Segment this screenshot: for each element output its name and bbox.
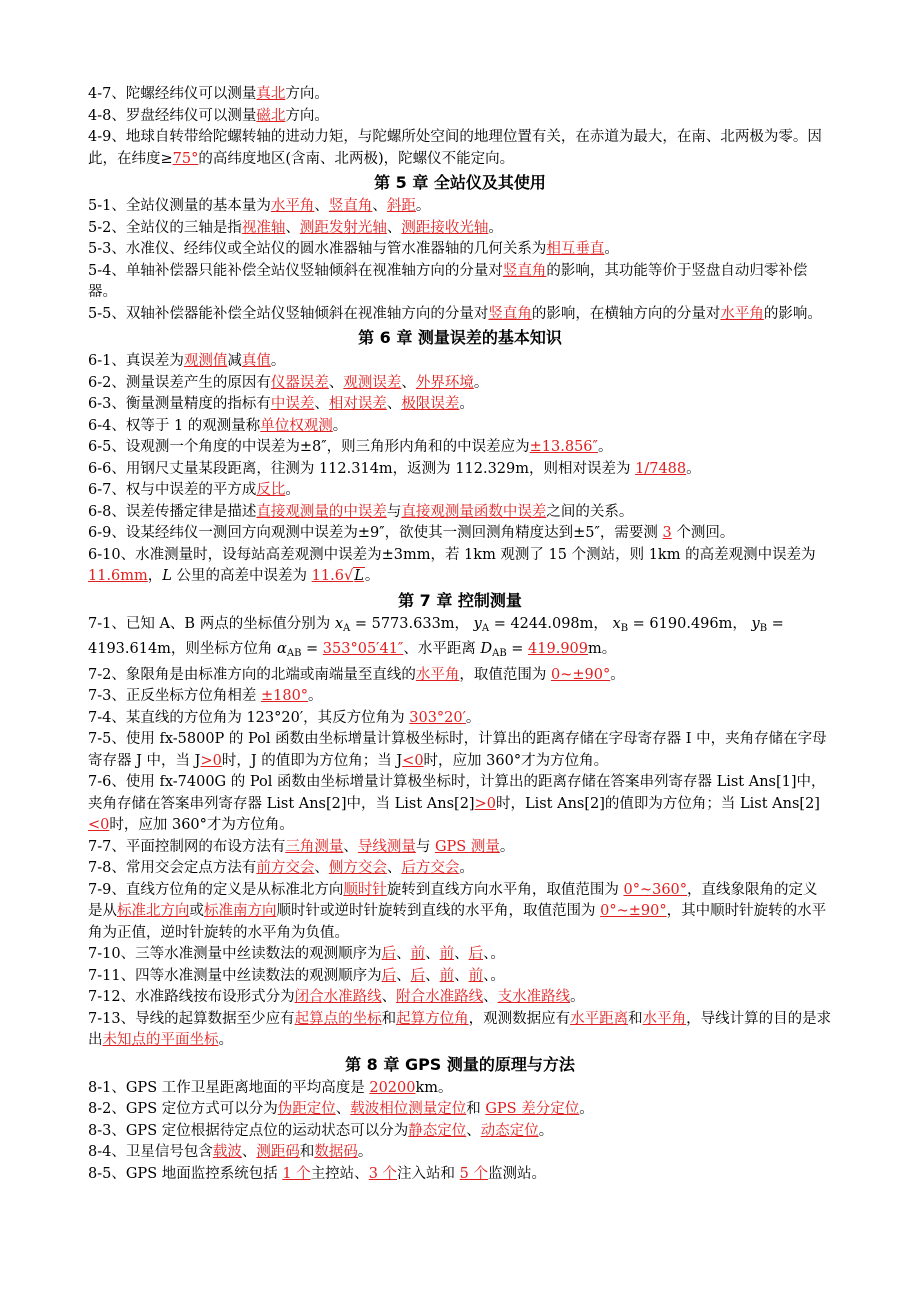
question-text: 。 [218,1032,233,1048]
question-text: 7-11、四等水准测量中丝读数法的观测顺序为 [88,967,382,984]
question-text: 、 [401,374,416,391]
question-text: 公里的高差中误差为 [171,568,312,584]
chapter-heading: 第 5 章 全站仪及其使用 [374,173,546,192]
answer-blank: ±13.856″ [529,439,598,455]
question-text: 的影响，其功能等价于竖盘自动归零补偿器。 [88,262,808,300]
answer-blank: 极限误差 [401,396,460,412]
question-text: 与 [386,503,402,520]
question-text: 、 [386,860,402,876]
question-text: 6-6、用钢尺丈量某段距离，往测为 112.314m，返测为 112.329m，则相对误差为 [88,460,636,477]
question-text: ，其中顺时针旋转的水平角为正值，逆时针旋转的水平角为负值。 [88,903,827,941]
answer-blank: 后方交会 [401,860,460,876]
question-text: 8-1、GPS 工作卫星距离地面的平均高度是 [88,1079,370,1096]
question-text: 和 [299,1144,315,1160]
question-text: 6-1、真误差为 [88,353,184,369]
question-item [88,686,832,708]
question-text: 7-7、平面控制网的布设方法有 [88,838,286,855]
question-text: 7-3、正反坐标方位角相差 [88,688,261,704]
answer-blank: 419.909 [528,641,589,657]
question-text: 4-7、陀螺经纬仪可以测量 [88,86,257,102]
question-text: 6-3、衡量测量精度的指标有 [88,396,271,412]
question-text: 5-3、水准仪、经纬仪或全站仪的圆水准器轴与管水准器轴的几何关系为 [88,241,547,257]
answer-blank: 竖直角 [328,198,373,214]
question-text: 5-1、全站仪测量的基本量为 [88,198,271,214]
question-item [88,523,832,545]
question-item [88,858,832,880]
question-text: 、。 [483,967,505,984]
answer-blank: 3 [662,525,672,541]
question-item [88,1121,832,1143]
question-item [88,772,832,837]
answer-blank: GPS 差分定位 [485,1101,580,1117]
question-text: 。 [459,860,474,876]
answer-blank: 0~±90° [550,666,611,683]
answer-blank: 前 [410,946,426,962]
question-text: 之间的关系。 [546,503,634,520]
question-text: 8-2、GPS 定位方式可以分为 [88,1101,278,1117]
question-text: 、 [483,989,498,1005]
answer-blank: >0 [200,752,222,769]
answer-blank: 视准轴 [241,219,286,236]
question-text: 。 [499,838,515,855]
answer-blank: 仪器误差 [270,374,329,391]
question-item [88,987,832,1009]
question-text: 。 [610,666,625,683]
question-text: 旋转到直线方向水平角，取值范围为 [386,881,624,898]
question-text: 方向。 [285,107,329,124]
question-text: ，观测数据应有 [468,1010,571,1027]
question-item [88,1142,832,1164]
question-text: 的影响。 [763,305,822,322]
answer-blank: 水平距离 [570,1010,629,1027]
answer-blank: <0 [88,817,110,833]
question-text: 。 [285,482,300,498]
question-text: 7-4、某直线的方位角为 123°20′，其反方位角为 [88,709,410,726]
question-text: 。 [538,1122,554,1139]
question-text: = [506,641,529,657]
question-text: 5-5、双轴补偿器能补偿全站仪竖轴倾斜在视准轴方向的分量对 [88,305,489,322]
answer-blank: 三角测量 [285,838,344,855]
question-item [88,127,832,170]
answer-blank: 观测值 [183,353,228,369]
sqrt-radicand: L [354,568,364,584]
answer-blank: 伪距定位 [277,1101,336,1117]
question-text: 和 [381,1010,397,1027]
question-text: 的影响，在横轴方向的分量对 [531,305,721,322]
question-text: 、 [328,374,344,391]
answer-blank: 测距码 [256,1144,300,1160]
question-item [88,351,832,373]
question-text: 、水平距离 [403,641,481,657]
question-item [88,437,832,459]
question-text: 主控站、 [310,1165,369,1182]
answer-blank: 数据码 [314,1144,358,1160]
question-text: 。 [488,219,503,236]
answer-blank: 后 [381,946,397,962]
question-item [88,729,832,772]
question-item [88,218,832,240]
question-text: 。 [270,353,286,369]
question-text: 与 [415,838,435,855]
question-text: 7-5、使用 fx-5800P 的 Pol 函数由坐标增量计算极坐标时，计算出的距离存储在字母寄存器 I 中，夹角存储在字母寄存器 J 中，当 J [88,731,827,769]
answer-sqrt [344,567,365,584]
question-text: 。 [415,198,431,214]
chapter-heading: 第 8 章 GPS 测量的原理与方法 [345,1054,575,1074]
question-text: 、 [372,198,387,214]
question-text: 、 [314,860,329,876]
math-symbol: L [162,568,172,584]
math-subscript: A [343,622,351,634]
question-text: km。 [415,1079,453,1096]
question-item [88,84,832,106]
question-text: 、 [425,967,440,984]
answer-blank: 0°~±90° [600,903,667,919]
question-text: 减 [227,353,242,369]
question-text: = [301,641,323,657]
question-item [88,1164,832,1186]
question-text: ，导线计算的目的是求出 [88,1010,832,1048]
question-item [88,394,832,416]
answer-blank: GPS 测量 [434,838,500,855]
question-text: 、 [335,1101,351,1117]
question-text: 7-6、使用 fx-7400G 的 Pol 函数由坐标增量计算极坐标时，计算出的距离存储在答案串列寄存器 List Ans[1]中，夹角存储在答案串列寄存器 List Ans[2]中，当 List Ans[2] [88,774,826,812]
answer-blank: 前 [439,967,455,984]
answer-blank: 闭合水准路线 [294,989,382,1005]
answer-blank: 水平角 [270,198,315,214]
answer-blank: 后 [410,967,426,984]
question-text: 、 [466,1122,481,1139]
question-text: = 4193.614m，则坐标方位角 [88,615,784,657]
question-text: 。 [332,417,348,434]
answer-blank: 11.6 [311,568,344,584]
question-text: ，直线象限角的定义是从 [88,881,818,919]
answer-blank: 前 [439,946,455,962]
question-text: 5-2、全站仪的三轴是指 [88,219,242,236]
question-text: 6-5、设观测一个角度的中误差为±8″，则三角形内角和的中误差应为 [88,439,530,455]
answer-blank: 磁北 [256,107,286,124]
question-text: 的高纬度地区(含南、北两极)，陀螺仪不能定向。 [198,150,515,167]
question-text: ， [147,568,163,584]
answer-blank: 标准北方向 [117,903,190,919]
answer-blank: 水平角 [415,666,460,683]
question-text: 6-10、水准测量时，设每站高差观测中误差为±3mm，若 1km 观测了 15 个测站，则 1km 的高差观测中误差为 [88,546,816,563]
question-text: 、 [454,946,469,962]
question-text: 。 [579,1101,594,1117]
question-text: 。 [597,439,613,455]
answer-blank: 起算点的坐标 [294,1010,382,1027]
answer-blank: 20200 [369,1079,416,1096]
question-item [88,261,832,304]
math-subscript: AB [286,648,302,659]
question-text: 。 [686,460,701,477]
question-item [88,966,832,988]
answer-blank: 1/7488 [635,460,687,477]
question-text: 注入站和 [397,1165,460,1182]
question-item [88,1078,832,1100]
question-text: 、 [314,198,329,214]
answer-blank: 载波 [212,1144,242,1160]
question-item [88,880,832,945]
answer-blank: 起算方位角 [396,1010,469,1027]
answer-blank: 动态定位 [480,1122,539,1139]
question-text: ，取值范围为 [459,666,551,683]
answer-blank: 直接观测量函数中误差 [401,503,547,520]
question-text: 7-9、直线方位角的定义是从标准北方向 [88,881,344,898]
answer-blank: 外界环境 [415,374,474,391]
question-text: 、 [314,396,329,412]
answer-blank: ±180° [260,688,309,704]
answer-blank: <0 [402,752,424,769]
question-text: 方向。 [285,86,329,102]
question-text: 、。 [483,946,505,962]
question-item [88,304,832,326]
math-symbol: x [612,615,621,632]
question-text: 7-8、常用交会定点方法有 [88,860,257,876]
sqrt-icon: √ [343,568,354,584]
question-item [88,480,832,502]
question-item [88,944,832,966]
question-text: 、 [386,396,402,412]
math-symbol: α [277,641,287,657]
answer-blank: 反比 [256,482,286,498]
chapter-heading: 第 6 章 测量误差的基本知识 [358,328,562,347]
question-text: 、 [285,219,300,236]
question-text: 6-8、误差传播定律是描述 [88,503,257,520]
question-text: = 5773.633m， [350,615,474,632]
question-text: 。 [473,374,489,391]
answer-blank: 未知点的平面坐标 [102,1032,219,1048]
question-text: 时，应加 360°才为方位角。 [423,752,609,769]
answer-blank: 观测误差 [343,374,402,391]
answer-blank: 直接观测量的中误差 [256,503,387,520]
question-text: 。 [357,1144,373,1160]
answer-blank: 303°20′ [409,709,466,726]
question-item [88,196,832,218]
question-text: 8-5、GPS 地面监控系统包括 [88,1165,283,1182]
question-item [88,665,832,687]
question-text: 和 [628,1010,643,1027]
answer-blank: 前 [468,967,484,984]
question-text: 、 [454,967,469,984]
answer-blank: 标准南方向 [204,903,277,919]
question-item [88,614,832,665]
question-text: 7-1、已知 A、B 两点的坐标值分别为 [88,615,335,632]
answer-blank: 75° [172,150,199,167]
answer-blank: 竖直角 [488,305,532,322]
question-text: 、 [425,946,440,962]
answer-blank: 水平角 [642,1010,687,1027]
question-text: 时，J 的值即为方位角；当 J [221,752,403,769]
question-text: 、 [343,838,358,855]
question-text: 个测回。 [671,525,735,541]
question-item [88,1009,832,1052]
answer-blank: 5 个 [459,1165,488,1182]
question-text: 、 [396,967,411,984]
answer-blank: 斜距 [386,198,416,214]
answer-blank: 测距接收光轴 [401,219,489,236]
question-text: 、 [381,989,397,1005]
answer-blank: 支水准路线 [497,989,571,1005]
question-text: 。 [604,241,619,257]
question-text: 8-4、卫星信号包含 [88,1144,213,1160]
answer-blank: 1 个 [282,1165,311,1182]
question-item [88,106,832,128]
question-text: 4-8、罗盘经纬仪可以测量 [88,107,257,124]
question-text: 时，应加 360°才为方位角。 [109,817,294,833]
question-item [88,708,832,730]
question-text: 6-7、权与中误差的平方成 [88,482,257,498]
math-symbol: x [334,615,343,632]
answer-blank: 后 [468,946,484,962]
question-item [88,459,832,481]
answer-blank: 真北 [256,86,286,102]
answer-blank: 侧方交会 [328,860,387,876]
question-text: 。 [364,568,380,584]
answer-blank: >0 [474,795,496,812]
answer-blank: 0°~360° [623,881,688,898]
question-text: 7-13、导线的起算数据至少应有 [88,1010,295,1027]
answer-blank: 附合水准路线 [396,989,484,1005]
chapter-heading: 第 7 章 控制测量 [398,590,522,610]
answer-blank: 3 个 [368,1165,398,1182]
question-text: 、 [241,1144,257,1160]
answer-blank: 测距发射光轴 [299,219,387,236]
math-subscript: B [759,622,768,634]
question-text: 。 [570,989,585,1005]
question-text: 8-3、GPS 定位根据待定点位的运动状态可以分为 [88,1122,409,1139]
question-text: m。 [588,641,617,657]
question-text: 6-2、测量误差产生的原因有 [88,374,271,391]
question-text: 顺时针或逆时针旋转到直线的水平角，取值范围为 [276,903,601,919]
question-item [88,837,832,859]
question-text: 6-9、设某经纬仪一测回方向观测中误差为±9″，欲使其一测回测角精度达到±5″，需要测 [88,525,663,541]
question-text: 、 [386,219,402,236]
question-item [88,545,832,588]
answer-blank: 后 [381,967,397,984]
answer-blank: 11.6mm [88,568,148,584]
question-item [88,1099,832,1121]
answer-blank: 相对误差 [328,396,387,412]
question-text: = 6190.496m， [628,615,752,632]
math-symbol: D [480,641,493,657]
question-item [88,416,832,438]
question-text: 。 [459,396,474,412]
question-text: = 4244.098m， [489,615,613,632]
question-text: 。 [465,709,481,726]
answer-blank: 导线测量 [357,838,416,855]
answer-blank: 载波相位测量定位 [350,1101,467,1117]
math-subscript: A [481,622,490,634]
question-item [88,502,832,524]
question-text: 7-2、象限角是由标准方向的北端或南端量至直线的 [88,666,416,683]
answer-blank: 真值 [241,353,271,369]
math-subscript: B [620,622,629,634]
question-text: 和 [466,1101,486,1117]
question-text: 7-10、三等水准测量中丝读数法的观测顺序为 [88,946,382,962]
answer-blank: 353°05′41″ [322,641,404,657]
question-item [88,239,832,261]
answer-blank: 相互垂直 [546,241,605,257]
question-text: 6-4、权等于 1 的观测量称 [88,417,261,434]
answer-blank: 静态定位 [408,1122,467,1139]
answer-blank: 中误差 [270,396,315,412]
question-text: 或 [189,903,204,919]
answer-blank: 顺时针 [343,881,387,898]
question-text: 。 [308,688,323,704]
answer-blank: 单位权观测 [260,417,333,434]
question-text: 时，List Ans[2]的值即为方位角；当 List Ans[2] [495,795,820,812]
question-text: 监测站。 [487,1165,546,1182]
answer-blank: 水平角 [720,305,764,322]
question-text: 4-9、地球自转带给陀螺转轴的进动力矩，与陀螺所处空间的地理位置有关，在赤道为最大，在南、北两极为零。因此，在纬度≥ [88,129,822,167]
math-symbol: y [473,615,482,632]
answer-blank: 竖直角 [502,262,547,279]
math-symbol: y [751,615,760,632]
answer-blank: 前方交会 [256,860,315,876]
question-text: 、 [396,946,411,962]
question-text: 5-4、单轴补偿器只能补偿全站仪竖轴倾斜在视准轴方向的分量对 [88,262,503,279]
math-subscript: AB [492,648,507,659]
question-item [88,373,832,395]
question-text: 7-12、水准路线按布设形式分为 [88,989,295,1005]
